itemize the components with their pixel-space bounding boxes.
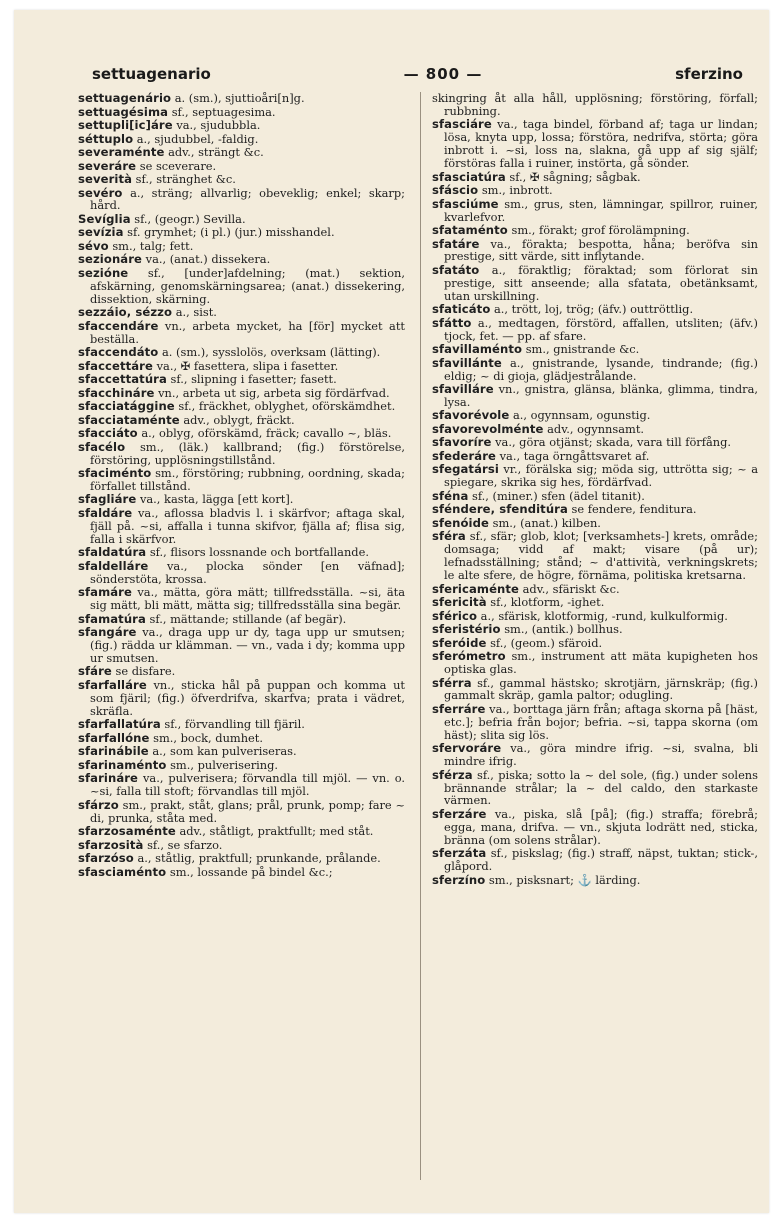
entry-definition: va., pulverisera; förvandla till mjöl. — vn. o. ~si, falla till stoft; förvandlas till mjöl. [90, 771, 405, 799]
entry-headword: settuagenário [78, 92, 172, 105]
dictionary-entry [432, 92, 758, 118]
dictionary-entry [432, 171, 758, 184]
entry-definition: sm., pulverisering. [170, 757, 279, 772]
dictionary-entry [78, 718, 405, 731]
entry-definition: sf. grymhet; (i pl.) (jur.) misshandel. [127, 225, 335, 240]
entry-headword: sferóide [432, 635, 487, 650]
dictionary-entry [432, 847, 758, 873]
entry-headword: sfavorévole [432, 408, 510, 423]
entry-headword: sferómetro [432, 649, 506, 664]
dictionary-entry [78, 306, 405, 319]
entry-definition: sf., (geogr.) Sevilla. [134, 211, 246, 226]
column-divider [420, 92, 421, 1180]
entry-headword: sfaccettáre [78, 358, 153, 373]
dictionary-entry [78, 414, 405, 427]
entry-headword: sfaldatúra [78, 545, 147, 560]
entry-definition: va., borttaga järn från; aftaga skorna på [häst, etc.]; befria från bojor; befria. ~si, tappa skorna (om häst); slita sig lös. [444, 701, 758, 742]
header-right-guideword: sferzino [675, 65, 743, 83]
dictionary-entry [432, 703, 758, 742]
dictionary-entry [78, 119, 405, 132]
entry-headword: sfasciáre [432, 117, 492, 132]
dictionary-entry [432, 769, 758, 808]
entry-headword: sfavoríre [432, 435, 492, 450]
entry-definition: sf., sfär; glob, klot; [verksamhets-] krets, område; domsaga; vidd af makt; visare (på ur); lefnadsställning; stånd; ~ d'attività, verkningskrets; le alte sfere, de högre, förnäma, politiska kretsarna. [444, 529, 758, 583]
dictionary-entry [432, 583, 758, 596]
entry-headword: sfacciáto [78, 426, 138, 441]
dictionary-entry [432, 503, 758, 516]
entry-definition: sf., gammal hästsko; skrotjärn, järnskräp; (fig.) gammalt skräp, gamla paltor; odugling. [444, 675, 758, 703]
dictionary-entry [78, 839, 405, 852]
entry-headword: sféna [432, 488, 469, 503]
entry-definition: va., göra otjänst; skada, vara till förfång. [495, 435, 732, 450]
entry-headword: sférra [432, 675, 472, 690]
entry-definition: skingring åt alla håll, upplösning; förstöring, förfall; rubbning. [432, 92, 758, 118]
entry-definition: a., ståtlig, praktfull; prunkande, prålande. [137, 851, 381, 865]
entry-definition: sm., förakt; grof förolämpning. [511, 223, 690, 238]
dictionary-entry [78, 253, 405, 266]
entry-definition: va., piska, slå [på]; (fig.) straffa; förebrå; egga, mana, drifva. — vn., skjuta lodrätt ned, sticka, bränna (om solens strålar). [444, 806, 758, 847]
dictionary-entry [78, 665, 405, 678]
entry-definition: adv., ogynnsamt. [547, 421, 645, 436]
entry-definition: sf., se sfarzo. [147, 837, 223, 852]
dictionary-entry [78, 626, 405, 665]
entry-headword: sfamatúra [78, 611, 146, 626]
entry-definition: a. (sm.), sysslolös, overksam (lätting). [162, 345, 381, 360]
dictionary-entry [432, 184, 758, 197]
entry-definition: sm., talg; fett. [112, 238, 194, 253]
entry-definition: vn., gnistra, glänsa, blänka, glimma, tindra, lysa. [444, 382, 758, 409]
dictionary-entry [78, 586, 405, 612]
entry-headword: sfamáre [78, 585, 132, 600]
dictionary-entry [78, 825, 405, 838]
entry-headword: sfacciatággine [78, 399, 175, 414]
entry-headword: sfavillánte [432, 355, 502, 370]
dictionary-entry [78, 679, 405, 718]
entry-definition: sf., flisors lossnande och bortfallande. [149, 545, 369, 560]
dictionary-entry [432, 610, 758, 623]
dictionary-entry [78, 133, 405, 146]
dictionary-entry [78, 493, 405, 506]
entry-definition: va., aflossa bladvis l. i skärfvor; aftaga skal, fjäll på. ~si, affalla i tunna skifvor, fjälla af; flisa sig, falla i skärfvor. [90, 505, 405, 546]
header-left-guideword: settuagenario [92, 65, 211, 83]
dictionary-entry [78, 173, 405, 186]
entry-definition: a., sjudubbel, -faldig. [136, 131, 259, 146]
entry-definition: a., som kan pulveriseras. [152, 744, 297, 759]
dictionary-entry [432, 198, 758, 224]
dictionary-entry [432, 874, 758, 887]
entry-headword: sfaciménto [78, 466, 152, 481]
dictionary-entry [78, 441, 405, 467]
entry-definition: sf., (geom.) sfäroid. [490, 635, 603, 650]
entry-headword: sfacchináre [78, 385, 155, 400]
entry-definition: sm., instrument att mäta kupigheten hos optiska glas. [444, 649, 758, 676]
entry-headword: sferráre [432, 701, 486, 716]
dictionary-entry [432, 303, 758, 316]
entry-definition: vn., arbeta ut sig, arbeta sig fördärfvad. [158, 385, 390, 400]
entry-definition: a., sist. [175, 305, 217, 320]
dictionary-entry [78, 106, 405, 119]
entry-definition: sf., ✠ sågning; sågbak. [509, 169, 641, 184]
entry-headword: sfáscio [432, 183, 479, 198]
dictionary-entry [432, 409, 758, 422]
entry-definition: sm., prakt, ståt, glans; prål, prunk, pomp; fare ~ di, prunka, ståta med. [90, 797, 405, 825]
entry-definition: sm., (läk.) kallbrand; (fig.) förstörelse, förstöring, upplösningstillstånd. [90, 439, 405, 467]
dictionary-entry [432, 517, 758, 530]
entry-headword: sfenóide [432, 515, 489, 530]
entry-headword: sfárzo [78, 797, 119, 812]
entry-headword: sfarinaménto [78, 757, 167, 772]
dictionary-entry [78, 467, 405, 493]
dictionary-entry [78, 427, 405, 440]
entry-definition: sm., (anat.) kilben. [492, 515, 601, 530]
entry-headword: sfatáto [432, 262, 480, 277]
dictionary-entry [432, 317, 758, 343]
dictionary-entry [78, 240, 405, 253]
entry-headword: settuagésima [78, 104, 169, 119]
dictionary-entry [432, 450, 758, 463]
dictionary-entry [432, 423, 758, 436]
entry-definition: va., göra mindre ifrig. ~si, svalna, bli mindre ifrig. [444, 741, 758, 769]
entry-headword: sfericaménte [432, 581, 519, 596]
entry-definition: sf., mättande; stillande (af begär). [149, 611, 347, 626]
entry-headword: sezzáio, sézzo [78, 305, 173, 320]
entry-headword: severaménte [78, 145, 165, 159]
dictionary-entry [78, 213, 405, 226]
dictionary-entry [432, 224, 758, 237]
left-column [78, 92, 405, 1182]
entry-definition: sf., fräckhet, oblyghet, oförskämdhet. [178, 399, 396, 414]
dictionary-entry [78, 387, 405, 400]
entry-headword: sévo [78, 238, 109, 253]
dictionary-entry [78, 759, 405, 772]
entry-definition: sf., septuagesima. [171, 104, 276, 119]
entry-definition: a., sfärisk, klotformig, -rund, kulkulformig. [480, 608, 728, 623]
entry-definition: sf., [under]afdelning; (mat.) sektion, afskärning, genomskärningsarea; (anat.) dissekering, dissektion, skärning. [90, 265, 405, 306]
dictionary-entry [78, 732, 405, 745]
dictionary-columns [78, 92, 772, 1182]
entry-definition: va., draga upp ur dy, taga upp ur smutsen; (fig.) rädda ur klämman. — vn., vada i dy; komma upp ur smutsen. [90, 625, 405, 665]
entry-definition: sf., förvandling till fjäril. [164, 717, 305, 732]
page-number: — 800 — [403, 65, 483, 83]
entry-headword: sfavorevolménte [432, 421, 544, 436]
entry-definition: a., föraktlig; föraktad; som förlorat sin prestige, sitt anseende; alla sfatata, obetänksamt, utan urskillning. [444, 262, 758, 303]
entry-definition: a., sträng; allvarlig; obeveklig; enkel; skarp; hård. [90, 185, 405, 213]
entry-definition: se sceverare. [139, 158, 217, 173]
entry-headword: sfasciatúra [432, 169, 506, 184]
dictionary-entry [432, 436, 758, 449]
dictionary-entry [432, 343, 758, 356]
dictionary-entry [78, 346, 405, 359]
entry-definition: sm., (antik.) bollhus. [504, 622, 623, 637]
entry-definition: a., oblyg, oförskämd, fräck; cavallo ~, bläs. [141, 426, 392, 441]
dictionary-entry [432, 463, 758, 489]
entry-headword: sfacélo [78, 439, 126, 454]
entry-definition: sf., slipning i fasetter; fasett. [170, 372, 337, 387]
entry-headword: Sevíglia [78, 211, 131, 226]
entry-headword: sfaccendáre [78, 318, 159, 333]
entry-headword: sferistério [432, 622, 501, 637]
entry-definition: se disfare. [115, 664, 176, 679]
entry-headword: sfatáre [432, 236, 480, 251]
dictionary-entry [78, 320, 405, 346]
dictionary-entry [78, 852, 405, 865]
entry-headword: sfarfallóne [78, 730, 150, 745]
entry-definition: sm., gnistrande &c. [525, 342, 640, 357]
dictionary-entry [78, 360, 405, 373]
dictionary-entry [432, 808, 758, 847]
entry-definition: va., ✠ fasettera, slipa i fasetter. [156, 358, 339, 373]
dictionary-entry [78, 560, 405, 586]
entry-definition: sf., klotform, -ighet. [490, 595, 605, 610]
entry-definition: adv., sfäriskt &c. [522, 581, 620, 596]
dictionary-entry [432, 264, 758, 303]
entry-definition: va., sjudubbla. [176, 118, 261, 132]
entry-headword: severáre [78, 158, 137, 173]
entry-definition: a. (sm.), sjuttioåri[n]g. [174, 92, 305, 105]
entry-definition: adv., strängt &c. [168, 145, 264, 159]
entry-headword: sfangáre [78, 625, 137, 640]
entry-definition: va., (anat.) dissekera. [145, 252, 271, 267]
entry-headword: sferzíno [432, 872, 486, 887]
entry-headword: sfarzosaménte [78, 824, 176, 838]
dictionary-entry [78, 507, 405, 546]
dictionary-entry [432, 490, 758, 503]
entry-headword: séttuplo [78, 131, 134, 146]
entry-headword: sfericità [432, 595, 487, 610]
dictionary-entry [432, 596, 758, 609]
dictionary-entry [432, 530, 758, 582]
entry-definition: adv., oblygt, fräckt. [183, 412, 295, 427]
dictionary-entry [78, 772, 405, 798]
entry-definition: a., medtagen, förstörd, affallen, utsliten; (äfv.) tjock, fet. — pp. af sfare. [444, 315, 758, 343]
dictionary-entry [78, 400, 405, 413]
entry-headword: settupli[ic]áre [78, 118, 173, 132]
dictionary-entry [78, 160, 405, 173]
entry-headword: sfarináre [78, 771, 139, 786]
dictionary-entry [432, 357, 758, 383]
entry-definition: sm., förstöring; rubbning, oordning, skada; förfallet tillstånd. [90, 466, 405, 493]
entry-definition: va., mätta, göra mätt; tillfredsställa. ~si, äta sig mätt, bli mätt, mätta sig; tillfredsställa sina begär. [90, 585, 405, 613]
entry-headword: sevízia [78, 225, 124, 240]
entry-headword: sfarzosità [78, 837, 144, 852]
dictionary-entry [78, 799, 405, 825]
entry-headword: sférza [432, 767, 473, 782]
entry-definition: sf., (miner.) sfen (ädel titanit). [472, 488, 645, 503]
entry-definition: va., taga örngåttsvaret af. [499, 448, 650, 463]
entry-definition: sm., inbrott. [481, 183, 553, 198]
entry-definition: a., gnistrande, lysande, tindrande; (fig.) eldig; ~ di gioja, glädjestrålande. [444, 355, 758, 383]
dictionary-entry [78, 546, 405, 559]
entry-definition: a., ogynnsam, ogunstig. [512, 408, 651, 423]
entry-headword: sfederáre [432, 448, 496, 463]
dictionary-entry [78, 187, 405, 213]
dictionary-entry [78, 745, 405, 758]
entry-headword: sfasciúme [432, 196, 499, 211]
entry-headword: sféra [432, 529, 466, 544]
entry-headword: sevéro [78, 185, 123, 200]
dictionary-entry [432, 383, 758, 409]
dictionary-entry [432, 623, 758, 636]
entry-definition: vn., sticka hål på puppan och komma ut som fjäril; (fig.) öfverdrifva, skarfva; prata i vädret, skräfla. [90, 677, 405, 718]
dictionary-entry [432, 238, 758, 264]
entry-headword: sfáre [78, 664, 112, 679]
entry-definition: vr., förälska sig; möda sig, uttrötta sig; ~ a spiegare, skrika sig hes, fördärfvad. [444, 462, 758, 490]
entry-headword: sfátto [432, 315, 472, 330]
entry-headword: sfervoráre [432, 741, 502, 756]
entry-headword: sfacciataménte [78, 412, 180, 427]
entry-headword: sfaldelláre [78, 558, 149, 573]
entry-headword: sfavillaménto [432, 342, 523, 357]
entry-headword: sezionáre [78, 252, 143, 267]
entry-definition: sf., piska; sotto la ~ del sole, (fig.) under solens brännande strålar; la ~ del caldo, den starkaste värmen. [444, 767, 758, 808]
entry-definition: va., förakta; bespotta, håna; beröfva sin prestige, sitt värde, sitt inflytande. [444, 236, 758, 264]
entry-headword: sfavilláre [432, 382, 494, 397]
entry-definition: va., plocka sönder [en väfnad]; sönderstöta, krossa. [90, 558, 405, 586]
entry-definition: sm., pisksnart; ⚓ lärding. [488, 872, 641, 887]
entry-headword: sfaccendáto [78, 345, 159, 360]
entry-headword: sféndere, sfenditúra [432, 502, 568, 517]
entry-headword: sfarinábile [78, 744, 149, 759]
entry-headword: sfarfalláre [78, 677, 147, 692]
entry-definition: va., taga bindel, förband af; taga ur lindan; lösa, knyta upp, lossa; förstöra, nedrifva, störta; göra inbrott i. ~si, loss na, slakna, gå upp af sig själf; förstöras falla i ruiner, instörta, gå sönder. [444, 117, 758, 171]
entry-definition: sm., lossande på bindel &c.; [169, 864, 333, 879]
entry-definition: adv., ståtligt, praktfullt; med ståt. [179, 824, 374, 838]
entry-headword: sfagliáre [78, 492, 137, 507]
entry-headword: sfaldáre [78, 505, 133, 520]
entry-headword: sfaccettatúra [78, 372, 167, 387]
entry-definition: sf., stränghet &c. [135, 172, 236, 186]
entry-headword: sferzáre [432, 806, 487, 821]
dictionary-entry [78, 146, 405, 159]
entry-headword: sezióne [78, 265, 129, 280]
entry-definition: va., kasta, lägga [ett kort]. [139, 492, 294, 507]
entry-definition: a., trött, loj, trög; (äfv.) outtröttlig. [494, 302, 694, 317]
entry-headword: severità [78, 172, 133, 186]
entry-headword: sferzáta [432, 846, 487, 861]
dictionary-entry [432, 650, 758, 676]
dictionary-entry [78, 267, 405, 306]
entry-definition: vn., arbeta mycket, ha [för] mycket att beställa. [90, 318, 405, 346]
entry-definition: sm., grus, sten, lämningar, spillror, ruiner, kvarlefvor. [444, 196, 758, 224]
dictionary-entry [78, 226, 405, 239]
entry-headword: sfataménto [432, 223, 508, 238]
dictionary-entry [78, 373, 405, 386]
dictionary-entry [432, 742, 758, 768]
dictionary-entry [78, 613, 405, 626]
entry-definition: sm., bock, dumhet. [153, 730, 263, 745]
right-column [432, 92, 758, 1182]
entry-headword: sfegatársi [432, 462, 499, 477]
dictionary-entry [78, 92, 405, 105]
entry-definition: sf., piskslag; (fig.) straff, näpst, tuktan; stick-, glåpord. [444, 846, 758, 874]
entry-headword: sfaticáto [432, 302, 491, 317]
dictionary-entry [78, 866, 405, 879]
dictionary-entry [432, 637, 758, 650]
dictionary-entry [432, 677, 758, 703]
dictionary-entry [432, 118, 758, 170]
entry-headword: sfarzóso [78, 851, 134, 865]
page-header [92, 60, 743, 88]
entry-headword: sférico [432, 608, 478, 623]
entry-headword: sfasciaménto [78, 864, 167, 879]
entry-headword: sfarfallatúra [78, 717, 161, 732]
entry-definition: se fendere, fenditura. [571, 502, 697, 517]
